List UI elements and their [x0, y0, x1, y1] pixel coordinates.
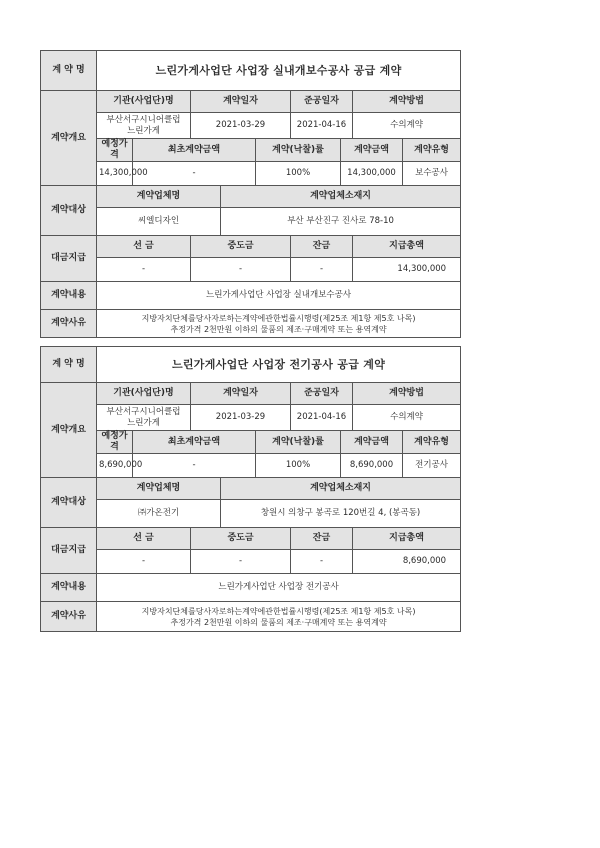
reason-value — [97, 310, 461, 338]
content-label: 계약내용 — [41, 574, 97, 602]
contract-type-header: 계약유형 — [403, 431, 461, 454]
advance-header: 선 금 — [97, 236, 191, 258]
interim-value: - — [191, 258, 291, 282]
content-label: 계약내용 — [41, 282, 97, 310]
content-value: 느린가게사업단 사업장 전기공사 — [97, 574, 461, 602]
rate-header: 계약(낙찰)률 — [256, 139, 341, 162]
method-value: 수의계약 — [353, 113, 461, 139]
min-amount-value: - — [133, 454, 256, 478]
total-header: 지급총액 — [353, 236, 461, 258]
contract-table-2 — [40, 346, 460, 632]
reason-line-1: 지방자치단체를당사자로하는계약에관한법률시행령(제25조 제1항 제5호 나목) — [141, 313, 416, 323]
advance-value: - — [97, 550, 191, 574]
balance-value: - — [291, 258, 353, 282]
agency-line-1: 부산서구시니어클럽 — [106, 114, 181, 125]
advance-header: 선 금 — [97, 528, 191, 550]
contract-title: 느린가게사업단 사업장 전기공사 공급 계약 — [97, 347, 461, 383]
estimated-price-value: 14,300,000 — [97, 162, 133, 186]
estimated-price-value: 8,690,000 — [97, 454, 133, 478]
interim-header: 중도금 — [191, 528, 291, 550]
overview-label: 계약개요 — [41, 383, 97, 478]
target-label: 계약대상 — [41, 186, 97, 236]
contract-date-value: 2021-03-29 — [191, 113, 291, 139]
contract-table-1 — [40, 50, 460, 338]
estimated-price-header: 예정가격 — [97, 139, 133, 162]
rate-value: 100% — [256, 454, 341, 478]
min-amount-header: 최초계약금액 — [133, 139, 256, 162]
contractor-address-value: 부산 부산진구 진사로 78-10 — [221, 208, 461, 236]
agency-line-1: 부산서구시니어클럽 — [106, 406, 181, 417]
target-label: 계약대상 — [41, 478, 97, 528]
reason-value — [97, 602, 461, 632]
contract-type-header: 계약유형 — [403, 139, 461, 162]
interim-value: - — [191, 550, 291, 574]
overview-label: 계약개요 — [41, 91, 97, 186]
contract-amount-header: 계약금액 — [341, 431, 403, 454]
total-value: 14,300,000 — [353, 258, 461, 282]
advance-value: - — [97, 258, 191, 282]
reason-line-2: 추정가격 2천만원 이하의 물품의 제조·구매계약 또는 용역계약 — [170, 617, 387, 627]
agency-header: 기관(사업단)명 — [97, 91, 191, 113]
contract-date-header: 계약일자 — [191, 383, 291, 405]
payment-label: 대금지급 — [41, 236, 97, 282]
contractor-address-header: 계약업체소재지 — [221, 186, 461, 208]
reason-label: 계약사유 — [41, 602, 97, 632]
contract-name-label: 계 약 명 — [41, 51, 97, 91]
contractor-name-header: 계약업체명 — [97, 186, 221, 208]
interim-header: 중도금 — [191, 236, 291, 258]
agency-line-2: 느린가게 — [127, 417, 160, 428]
payment-label: 대금지급 — [41, 528, 97, 574]
estimated-price-header: 예정가격 — [97, 431, 133, 454]
agency-line-2: 느린가게 — [127, 125, 160, 136]
contract-amount-header: 계약금액 — [341, 139, 403, 162]
agency-header: 기관(사업단)명 — [97, 383, 191, 405]
content-value: 느린가게사업단 사업장 실내개보수공사 — [97, 282, 461, 310]
contract-title: 느린가게사업단 사업장 실내개보수공사 공급 계약 — [97, 51, 461, 91]
agency-value — [97, 405, 191, 431]
completion-date-header: 준공일자 — [291, 383, 353, 405]
contractor-address-value: 창원시 의창구 봉곡로 120번길 4, (봉곡동) — [221, 500, 461, 528]
contract-type-value: 전기공사 — [403, 454, 461, 478]
contract-date-value: 2021-03-29 — [191, 405, 291, 431]
contractor-name-value: 씨엘디자인 — [97, 208, 221, 236]
balance-header: 잔금 — [291, 528, 353, 550]
completion-date-value: 2021-04-16 — [291, 405, 353, 431]
contract-amount-value: 14,300,000 — [341, 162, 403, 186]
method-header: 계약방법 — [353, 383, 461, 405]
completion-date-value: 2021-04-16 — [291, 113, 353, 139]
contractor-name-header: 계약업체명 — [97, 478, 221, 500]
balance-header: 잔금 — [291, 236, 353, 258]
contractor-address-header: 계약업체소재지 — [221, 478, 461, 500]
min-amount-header: 최초계약금액 — [133, 431, 256, 454]
contract-amount-value: 8,690,000 — [341, 454, 403, 478]
contract-date-header: 계약일자 — [191, 91, 291, 113]
balance-value: - — [291, 550, 353, 574]
rate-value: 100% — [256, 162, 341, 186]
method-header: 계약방법 — [353, 91, 461, 113]
completion-date-header: 준공일자 — [291, 91, 353, 113]
method-value: 수의계약 — [353, 405, 461, 431]
contractor-name-value: ㈜가온전기 — [97, 500, 221, 528]
contract-type-value: 보수공사 — [403, 162, 461, 186]
rate-header: 계약(낙찰)률 — [256, 431, 341, 454]
agency-value — [97, 113, 191, 139]
total-value: 8,690,000 — [353, 550, 461, 574]
reason-line-2: 추정가격 2천만원 이하의 물품의 제조·구매계약 또는 용역계약 — [170, 324, 387, 334]
min-amount-value: - — [133, 162, 256, 186]
contract-name-label: 계 약 명 — [41, 347, 97, 383]
reason-line-1: 지방자치단체를당사자로하는계약에관한법률시행령(제25조 제1항 제5호 나목) — [141, 606, 416, 616]
total-header: 지급총액 — [353, 528, 461, 550]
reason-label: 계약사유 — [41, 310, 97, 338]
